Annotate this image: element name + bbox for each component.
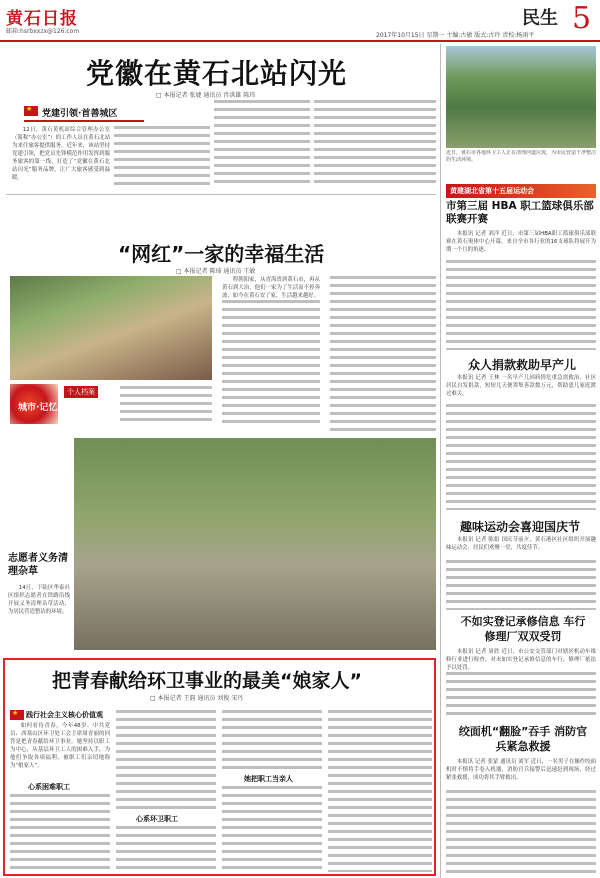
donation-body bbox=[446, 374, 596, 402]
repair-shop-paragraph: 本报讯 记者 周欣 近日，市公安交管部门对辖区机动车维修行业进行检查，对未如实登记承修信息的车行、修理厂依法予以处罚。 bbox=[446, 649, 596, 670]
main-headline: 党徽在黄石北站闪光 bbox=[86, 57, 348, 90]
featured-paragraph: 如何看待青春，今年48岁、中共党员、西塞山区环卫处工会主席周青丽的回答是把青春献给环卫事业。她坚持以职工为中心，从基层环卫工人的困难入手，为他们争取各项福利，被职工们亲切地称为“娘家人”。 bbox=[10, 723, 110, 769]
featured-tag: 践行社会主义核心价值观 bbox=[26, 711, 103, 719]
featured-column-3b bbox=[222, 786, 322, 872]
river-cleanup-photo bbox=[446, 46, 596, 148]
main-tag: 党建引领·首善城区 bbox=[42, 109, 118, 119]
family-byline: □ 本报记者 陈琦 通讯员 王敏 bbox=[176, 268, 256, 275]
festival-more-text bbox=[446, 560, 596, 610]
repair-shop-body bbox=[446, 648, 596, 670]
main-story-column-2 bbox=[114, 126, 210, 188]
newspaper-logo: 黄石日报 bbox=[6, 9, 78, 29]
volunteer-paragraph: 14日，下陆区华泰社区组织志愿者在铁路沿线开展义务清理杂草活动，为居民营造整洁的环境。 bbox=[8, 585, 70, 615]
donation-headline: 众人捐款救助早产儿 bbox=[468, 358, 577, 372]
main-story-column-3 bbox=[214, 100, 310, 188]
basketball-more-text bbox=[446, 260, 596, 350]
festival-headline: 趣味运动会喜迎国庆节 bbox=[460, 520, 581, 534]
masthead-email: 邮箱:hsrbxxzx@126.com bbox=[6, 28, 80, 35]
basketball-headline: 市第三届 HBA 职工篮球俱乐部联赛开赛 bbox=[446, 200, 594, 225]
profile-tag: 个人档案 bbox=[64, 386, 98, 398]
featured-column-2 bbox=[116, 710, 216, 810]
rescue-headline: 绞面机“翻脸”吞手 消防官兵紧急救援 bbox=[458, 725, 588, 753]
tag-underline bbox=[24, 120, 144, 122]
section-title: 民生 bbox=[522, 8, 558, 29]
column-divider bbox=[440, 44, 441, 878]
volunteer-headline: 志愿者义务清理杂草 bbox=[8, 553, 68, 577]
party-flag-icon-2 bbox=[10, 710, 24, 720]
page-number: 5 bbox=[572, 1, 592, 36]
featured-subhead-3: 她把职工当亲人 bbox=[244, 775, 293, 783]
family-story-paragraph: 程朝阳家，从青海省到黄石市，再从黄石到大冶，他们一家为了生活而不停奔波，如今在黄石安了家，生活越来越好。 bbox=[222, 277, 320, 299]
festival-body bbox=[446, 536, 596, 558]
repair-shop-headline: 不如实登记承修信息 车行修理厂双双受罚 bbox=[460, 615, 586, 643]
basketball-body bbox=[446, 230, 596, 258]
river-photo-caption: 近日，黄石市各地环卫工人正在清理河道垃圾，为市民营造干净整洁的生活环境。 bbox=[446, 150, 596, 163]
donation-paragraph: 本报讯 记者 王林 一名早产儿因病情危重急需救治，社区居民自发捐款，短短几天便筹集善款数万元，帮助患儿家庭渡过难关。 bbox=[446, 375, 596, 397]
rescue-body bbox=[446, 758, 596, 788]
featured-byline: □ 本报记者 王韵 通讯员 刘俊 宋丹 bbox=[150, 695, 244, 702]
featured-column-2b bbox=[116, 826, 216, 872]
featured-column-3 bbox=[222, 710, 322, 770]
volunteer-photo bbox=[74, 438, 436, 650]
date-line: 2017年10月15日 星期一 主编:古敏 版式:古玲 责校:杨雨平 bbox=[376, 32, 535, 39]
featured-column-1 bbox=[10, 794, 110, 872]
main-byline: □ 本报记者 张婕 通讯员 肖洪雄 陈玮 bbox=[156, 92, 256, 99]
main-story-column-4 bbox=[314, 100, 436, 188]
divider bbox=[6, 194, 436, 195]
basketball-paragraph: 本报讯 记者 刘洋 近日，市第三届HBA职工篮球俱乐部联赛在黄石奥体中心开幕，来自全市各行业的16支球队将展开为期一个月的角逐。 bbox=[446, 231, 596, 253]
party-flag-icon bbox=[24, 106, 38, 116]
featured-body bbox=[10, 722, 110, 778]
featured-headline: 把青春献给环卫事业的最美“娘家人” bbox=[52, 670, 362, 692]
volunteer-body bbox=[8, 584, 70, 648]
profile-text bbox=[120, 386, 212, 426]
family-story-column-2 bbox=[330, 276, 436, 436]
family-tag: 城市·记忆 bbox=[18, 403, 58, 413]
rescue-paragraph: 本报讯 记者 张蒙 通讯员 刘军 近日，一名男子在操作绞面机时不慎将手卷入机器，消防官兵接警后迅速赶到现场，经过紧张救援，成功将其手臂救出。 bbox=[446, 759, 596, 781]
family-story-column-1 bbox=[222, 300, 320, 426]
main-story-body bbox=[12, 126, 110, 188]
festival-paragraph: 本报讯 记者 陈娟 国庆节前夕，黄石港区社区组织开展趣味运动会，居民们欢聚一堂，共度佳节。 bbox=[446, 537, 596, 551]
featured-column-4 bbox=[328, 710, 432, 872]
main-story-paragraph: 12日，黄石黄机站综合管理办公室（简称“办公室”）的工作人员在黄石北站为来往旅客提供服务。近年来，该站坚持党建引领，把党员先锋模范作用发挥到服务旅客的第一线，打造了“党徽在黄石北站闪光”服务品牌，让广大旅客感受到温暖。 bbox=[12, 127, 110, 181]
games-banner: 黄建湖北省第十五届运动会 bbox=[446, 184, 596, 198]
masthead bbox=[0, 0, 600, 42]
rescue-more-text bbox=[446, 790, 596, 874]
featured-subhead-1: 心系困难职工 bbox=[28, 783, 70, 791]
featured-subhead-2: 心系环卫职工 bbox=[136, 815, 178, 823]
family-photo bbox=[10, 276, 212, 380]
family-headline: “网红”一家的幸福生活 bbox=[118, 242, 325, 266]
donation-more-text bbox=[446, 404, 596, 510]
repair-shop-more-text bbox=[446, 672, 596, 716]
